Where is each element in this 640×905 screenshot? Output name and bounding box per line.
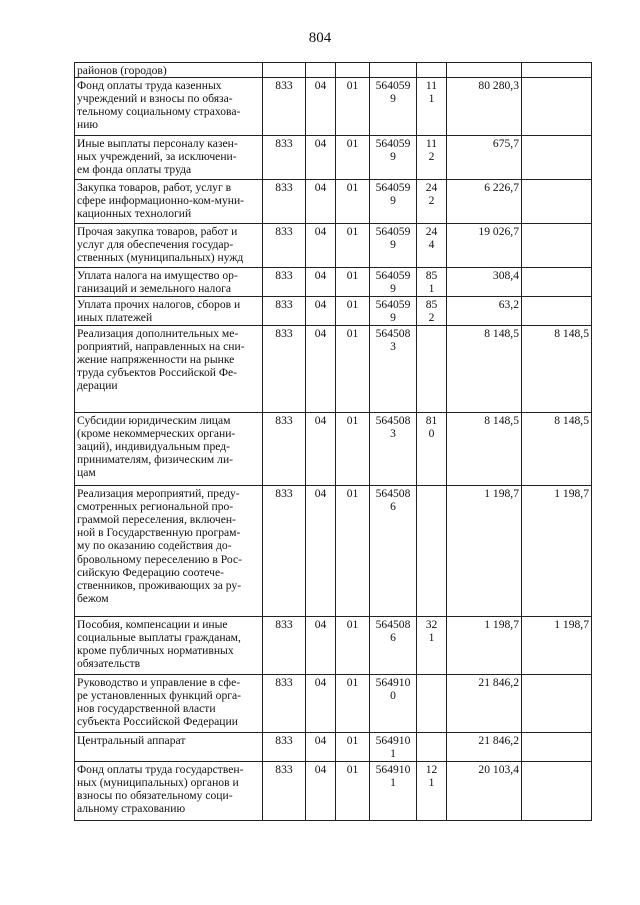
table-row xyxy=(75,326,592,413)
row-amount-federal xyxy=(522,268,592,297)
row-amount-federal xyxy=(522,733,592,762)
row-section-code: 04 xyxy=(306,413,336,486)
row-amount: 8 148,5 xyxy=(447,413,522,486)
row-amount: 19 026,7 xyxy=(447,224,522,268)
row-section-code: 04 xyxy=(306,486,336,617)
row-section-code: 04 xyxy=(306,78,336,136)
row-target-article-code: 564059 9 xyxy=(370,224,417,268)
row-section-code: 04 xyxy=(306,180,336,224)
row-expense-type-code: 85 2 xyxy=(417,297,447,326)
row-amount: 63,2 xyxy=(447,297,522,326)
row-target-article-code: 564910 0 xyxy=(370,675,417,733)
row-amount: 675,7 xyxy=(447,136,522,180)
row-section-code: 04 xyxy=(306,733,336,762)
row-name: Субсидии юридическим лицам (кроме некоммерческих органи- заций), индивидуальным пред- принимателям, физическим ли- цам xyxy=(75,413,263,486)
row-subsection-code: 01 xyxy=(336,733,370,762)
budget-table xyxy=(74,62,592,821)
row-amount: 6 226,7 xyxy=(447,180,522,224)
row-ved-code: 833 xyxy=(263,733,306,762)
row-ved-code: 833 xyxy=(263,617,306,675)
table-row xyxy=(75,617,592,675)
row-subsection-code: 01 xyxy=(336,617,370,675)
row-target-article-code: 564508 6 xyxy=(370,617,417,675)
row-amount-federal xyxy=(522,224,592,268)
row-ved-code: 833 xyxy=(263,413,306,486)
row-expense-type-code: 85 1 xyxy=(417,268,447,297)
row-subsection-code: 01 xyxy=(336,136,370,180)
row-name: Пособия, компенсации и иные социальные выплаты гражданам, кроме публичных нормативных обязательств xyxy=(75,617,263,675)
row-amount-federal xyxy=(522,180,592,224)
row-target-article-code: 564059 9 xyxy=(370,180,417,224)
table-row xyxy=(75,268,592,297)
table-row xyxy=(75,486,592,617)
row-section-code: 04 xyxy=(306,224,336,268)
row-amount xyxy=(447,63,522,78)
row-ved-code: 833 xyxy=(263,268,306,297)
row-target-article-code: 564059 9 xyxy=(370,268,417,297)
row-ved-code xyxy=(263,63,306,78)
row-amount: 80 280,3 xyxy=(447,78,522,136)
page-number: 804 xyxy=(308,30,332,46)
row-amount-federal: 1 198,7 xyxy=(522,617,592,675)
row-section-code: 04 xyxy=(306,297,336,326)
row-ved-code: 833 xyxy=(263,297,306,326)
table-row xyxy=(75,180,592,224)
table-row xyxy=(75,733,592,762)
row-name: Фонд оплаты труда казенных учреждений и взносы по обяза- тельному социальному страхова- нию xyxy=(75,78,263,136)
row-subsection-code: 01 xyxy=(336,268,370,297)
row-expense-type-code xyxy=(417,486,447,617)
row-target-article-code: 564910 1 xyxy=(370,762,417,821)
row-section-code: 04 xyxy=(306,617,336,675)
row-amount-federal: 8 148,5 xyxy=(522,326,592,413)
row-section-code xyxy=(306,63,336,78)
table-row xyxy=(75,413,592,486)
row-name: Реализация мероприятий, преду- смотренных региональной про- граммой переселения, включен- ной в Государственную програм- му по оказанию содействия до- бровольному переселению в Рос- сийскую Федерацию соотече- ственников, проживающих за ру- бежом xyxy=(75,486,263,617)
row-amount: 21 846,2 xyxy=(447,733,522,762)
row-amount: 1 198,7 xyxy=(447,617,522,675)
row-expense-type-code: 24 4 xyxy=(417,224,447,268)
row-name: Центральный аппарат xyxy=(75,733,263,762)
table-row xyxy=(75,63,592,78)
row-expense-type-code xyxy=(417,675,447,733)
row-amount-federal: 8 148,5 xyxy=(522,413,592,486)
row-subsection-code: 01 xyxy=(336,78,370,136)
table-row xyxy=(75,78,592,136)
table-row xyxy=(75,675,592,733)
row-target-article-code: 564059 9 xyxy=(370,136,417,180)
row-section-code: 04 xyxy=(306,675,336,733)
row-ved-code: 833 xyxy=(263,224,306,268)
row-amount: 8 148,5 xyxy=(447,326,522,413)
row-amount-federal xyxy=(522,297,592,326)
row-subsection-code: 01 xyxy=(336,326,370,413)
row-expense-type-code xyxy=(417,63,447,78)
row-subsection-code: 01 xyxy=(336,297,370,326)
row-ved-code: 833 xyxy=(263,326,306,413)
row-target-article-code: 564508 6 xyxy=(370,486,417,617)
table-row xyxy=(75,224,592,268)
row-expense-type-code: 81 0 xyxy=(417,413,447,486)
row-target-article-code xyxy=(370,63,417,78)
row-target-article-code: 564059 9 xyxy=(370,78,417,136)
row-subsection-code: 01 xyxy=(336,486,370,617)
row-name: Реализация дополнительных ме- роприятий, направленных на сни- жение напряженности на рынке труда субъектов Российской Фе- дерации xyxy=(75,326,263,413)
table-row xyxy=(75,762,592,821)
row-target-article-code: 564059 9 xyxy=(370,297,417,326)
row-subsection-code: 01 xyxy=(336,762,370,821)
row-subsection-code: 01 xyxy=(336,413,370,486)
table-body xyxy=(75,63,592,821)
row-expense-type-code xyxy=(417,733,447,762)
row-section-code: 04 xyxy=(306,326,336,413)
row-section-code: 04 xyxy=(306,762,336,821)
row-expense-type-code: 12 1 xyxy=(417,762,447,821)
row-target-article-code: 564508 3 xyxy=(370,413,417,486)
row-amount-federal xyxy=(522,78,592,136)
row-name: Уплата прочих налогов, сборов и иных платежей xyxy=(75,297,263,326)
row-name: Фонд оплаты труда государствен- ных (муниципальных) органов и взносы по обязательному соци- альному страхованию xyxy=(75,762,263,821)
row-amount-federal xyxy=(522,63,592,78)
row-ved-code: 833 xyxy=(263,675,306,733)
row-amount: 308,4 xyxy=(447,268,522,297)
row-name: Иные выплаты персоналу казен- ных учреждений, за исключени- ем фонда оплаты труда xyxy=(75,136,263,180)
row-amount-federal xyxy=(522,762,592,821)
row-section-code: 04 xyxy=(306,136,336,180)
row-name: Уплата налога на имущество ор- ганизаций и земельного налога xyxy=(75,268,263,297)
row-expense-type-code: 32 1 xyxy=(417,617,447,675)
table-row xyxy=(75,136,592,180)
row-ved-code: 833 xyxy=(263,78,306,136)
row-expense-type-code xyxy=(417,326,447,413)
row-amount-federal xyxy=(522,136,592,180)
row-amount: 1 198,7 xyxy=(447,486,522,617)
row-name: районов (городов) xyxy=(75,63,263,78)
row-name: Закупка товаров, работ, услуг в сфере информационно-ком-муни- кационных технологий xyxy=(75,180,263,224)
row-subsection-code: 01 xyxy=(336,224,370,268)
row-ved-code: 833 xyxy=(263,136,306,180)
row-amount-federal: 1 198,7 xyxy=(522,486,592,617)
row-expense-type-code: 11 1 xyxy=(417,78,447,136)
row-expense-type-code: 24 2 xyxy=(417,180,447,224)
row-section-code: 04 xyxy=(306,268,336,297)
row-target-article-code: 564910 1 xyxy=(370,733,417,762)
table-row xyxy=(75,297,592,326)
row-ved-code: 833 xyxy=(263,180,306,224)
row-subsection-code xyxy=(336,63,370,78)
row-subsection-code: 01 xyxy=(336,675,370,733)
row-expense-type-code: 11 2 xyxy=(417,136,447,180)
row-name: Руководство и управление в сфе- ре установленных функций орга- нов государственной власти субъекта Российской Федерации xyxy=(75,675,263,733)
row-ved-code: 833 xyxy=(263,762,306,821)
row-amount: 21 846,2 xyxy=(447,675,522,733)
row-ved-code: 833 xyxy=(263,486,306,617)
row-amount-federal xyxy=(522,675,592,733)
row-target-article-code: 564508 3 xyxy=(370,326,417,413)
row-amount: 20 103,4 xyxy=(447,762,522,821)
row-subsection-code: 01 xyxy=(336,180,370,224)
row-name: Прочая закупка товаров, работ и услуг для обеспечения государ- ственных (муниципальных) нужд xyxy=(75,224,263,268)
